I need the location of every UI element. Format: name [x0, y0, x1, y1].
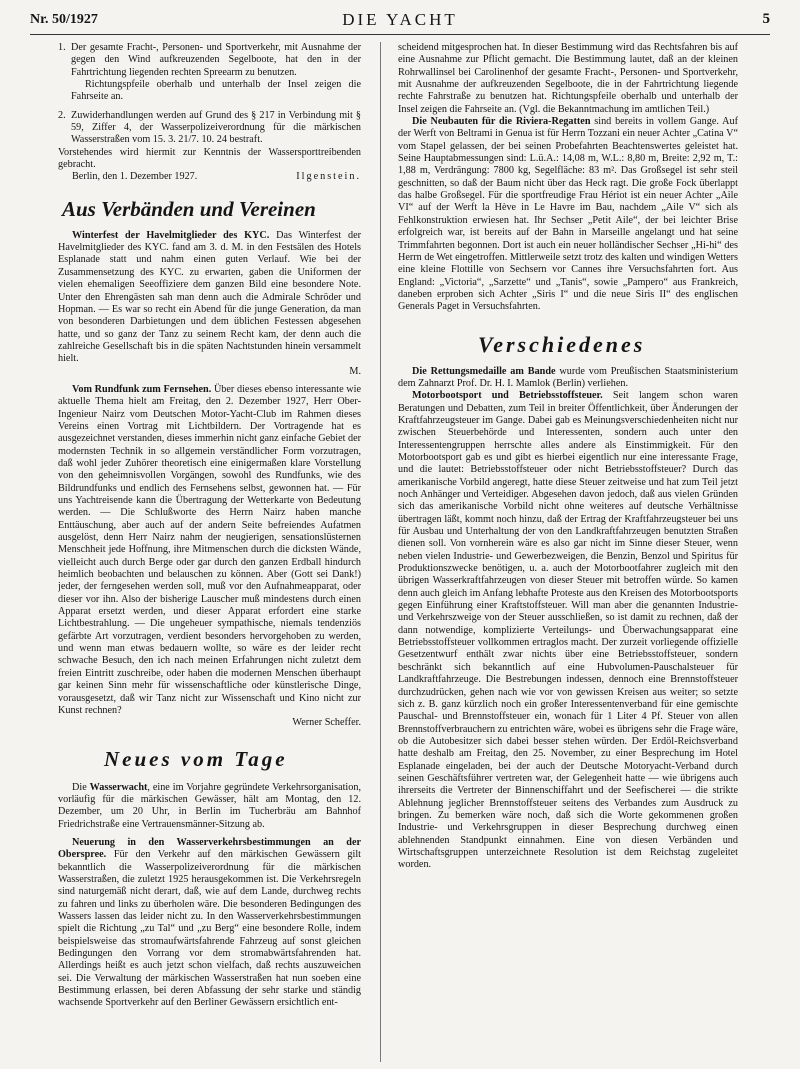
magazine-title: DIE YACHT [342, 10, 458, 29]
signer-name: Ilgenstein. [296, 171, 361, 183]
header-rule [30, 34, 770, 35]
article-rundfunk [58, 384, 361, 717]
list-subtext: Richtungspfeile oberhalb und unterhalb der Insel zeigen die Fahrseite an. [71, 79, 361, 103]
section-heading-verbaende: Aus Verbänden und Vereinen [62, 196, 316, 221]
article-lead: Die Neubauten für die Riviera-Regatten [412, 116, 591, 128]
list-text: Der gesamte Fracht-, Personen- und Sportverkehr, mit Ausnahme der gegen den Wind aufkreuzenden Segelboote, hat den in der Fahrtrichtung liegenden rechten Spreearm zu benutzen. [71, 42, 361, 78]
article-lead: Motorbootsport und Betriebsstoffsteuer. [412, 390, 603, 402]
page-header [30, 8, 770, 32]
article-continuation: scheidend mitgesprochen hat. In dieser Bestimmung wird das Rechtsfahren bis auf eine Ausnahme zur Pflicht gemacht. Die Bestimmung lautet, daß an der kleinen Rohrwallinsel bei Carolinenhof der gesamte Fracht-, Personen- und Sportverkehr, mit Ausnahme der aufkreuzenden Segelboote, die in der Fahrtrichtung liegende rechte Fahrstraße zu benutzen hat. Richtungspfeile oberhalb und unterhalb der Insel zeigen die Fahrseite an. (Vgl. die Bekanntmachung im amtlichen Teil.) [398, 42, 738, 115]
article-body: sind bereits in vollem Gange. Auf der Werft von Beltrami in Genua ist für Herrn Tozzani ein neuer Achter „Catina V“ vom Stapel gelassen, der bei seinen Probefahrten Beachtenswertes geleistet hat. Seine Hauptabmessungen sind: L.ü.A.: 14,08 m, W.L.: 8,80 m, Breite: 2,92 m, T.: 1,88 m, Verdrängung: 7800 kg, Segelfläche: 83 m². Das Großsegel ist sehr steil geschnitten, so daß der Baum nicht über das Heck ragt. Die große Fock überlappt das halbe Großsegel. Für die sportfreudige Frau Hériot ist ein neuer Achter „Aile VI“ auf der Werft la Hève in Le Havre im Bau, nachdem „Aile V“ sich als Fehlkonstruktion erwiesen hat. Ihr Sechser „Petit Aile“, der bei leichter Brise erfolgreich war, ist bereits auf der Bahn in Marseille angelangt und hat seine Trimmfahrten begonnen. Dort ist auch ein neuer holländischer Sechser „Hi-hi“ des Herrn de Wet eingetroffen. Mittlerweile setzt trotz des kalten und windigen Wetters eine kleine Flottille von Sechsern vor Cannes ihre Versuchsfahrten fort. Aus England: „Victoria“, „Sarzette“ und „Tanis“, sowie „Pampero“ aus Frankreich, daneben erproben sich Achter „Siris I“ und die neue Siris II“ des englischen Generals Paget in Versuchsfahrten. [398, 116, 738, 313]
list-number: 2. [58, 109, 66, 121]
list-item [58, 42, 361, 104]
left-column [58, 42, 361, 1062]
article-signature: M. [349, 365, 361, 377]
article-body: Das Winterfest der Havelmitglieder des KYC. fand am 3. d. M. in den Festsälen des Hotels Esplanade statt und nahm einen guten Verlauf. Wie bei der Zusammensetzung des KYC. zu erwarten, gaben die Uniformen der vielen ehemaligen Seeoffiziere dem ganzen Bild eine besondere Note. Unter den Ehrengästen sah man denn auch die Admirale Schröder und Hopman. — Es war so recht ein Abend für die junge Generation, da man von besonderen Darbietungen und dem üblichen Festessen abgesehen hatte, und so ganz der Tanz zu seinem Recht kam, der denn auch die zahlreiche Gesellschaft bis in die späten Nachtstunden hinein versammelt hielt. [58, 229, 361, 365]
article-medaille [398, 366, 738, 391]
place-date: Berlin, den 1. Dezember 1927. [72, 171, 198, 183]
page-number: 5 [762, 11, 770, 27]
issue-number: Nr. 50/1927 [30, 12, 98, 27]
article-body: wurde vom Preußischen Staatsministerium dem Zahnarzt Prof. Dr. H. I. Mamlok (Berlin) verliehen. [398, 365, 738, 389]
article-prefix: Die [72, 781, 87, 793]
signature-line [58, 171, 361, 183]
article-signature: Werner Scheffer. [292, 717, 361, 729]
list-item [58, 110, 361, 147]
article-body: Für den Verkehr auf den märkischen Gewässern gilt bekanntlich die Wasserpolizeiverordnung für die märkischen Wasserstraßen, die zuletzt 1925 herausgekommen ist. Die Verkehrsregeln sind naturgemäß nicht derart, daß, wie auf dem Lande, durchweg rechts zu fahren und links zu überholen wäre. Die besonderen Bedingungen des Wassers lassen das leider nicht zu. In den Wasserverkehrsbestimmungen spielt die Richtung „zu Tal“ und „zu Berg“ eine besondere Rolle, indem beispielsweise das stromaufwärtsfahrende Fahrzeug auf sonst gleichen Bedingungen den Vorrang vor dem stromabwärtsfahrenden hat. Allerdings heißt es auch jetzt schon vielfach, daß rechts auszuweichen sei. Die Verwaltung der märkischen Wasserstraßen hat nun soeben eine Bestimmung erlassen, bei deren Abfassung der sehr starke und ständig wachsende Sportverkehr auf den Berliner Gewässern ersichtlich ent- [58, 849, 361, 1009]
article-winterfest [58, 230, 361, 366]
article-lead: Wasserwacht [89, 781, 148, 793]
article-body: Seit langem schon waren Beratungen und Debatten, zum Teil in breiter Öffentlichkeit, über Änderungen der Kraftfahrzeugsteuer im Gange. Dabei gab es Meinungsverschiedenheiten nicht nur zwischen Steuerbehörde und Interessenten, sondern auch unter den Interessentengruppen herrschte alles andere als Einstimmigkeit. Für den Motorbootsport gab es und gibt es hierbei eigentlich nur eine interessante Frage, und die lautet: Betriebsstoffsteuer oder nicht Betriebsstoffsteuer? Durch das amerikanische Vorbild angeregt, hatte diese Steuer zeitweise und hat zum Teil jetzt noch Anhänger und Verteidiger. Abgesehen davon jedoch, daß aus vielen Gründen sich das amerikanische Vorbild nicht ohne weiteres auf deutsche Verhältnisse übertragen läßt, kommt noch hinzu, daß der Ertrag der Kraftfahrzeugsteuer bei uns für Ausbau und Unterhaltung der von den Landkraftfahrzeugen benutzten Straßen dienen soll. Von vornherein wäre es also gar nicht im Sinne dieser Steuer, wenn neben vielen Industrie- und Gewerbezweigen, die Benzin, Benzol und Spiritus für Produktionszwecke benötigen, u. a. auch der Motorbootfahrer zugleich mit den übrigen Wasserkraftfahrzeugen von dieser Steuer mit betroffen würde. So kamen denn auch gleich im Anfang lebhafte Proteste aus den Kreisen des Motorbootsports gegen Einführung einer Kraftstoffsteuer. Will man aber die genannten Industrie- und Verkehrszweige von der Steuer ausschließen, so ist damit zu rechnen, daß der dann notwendige, komplizierte Verteilungs- und Überwachungsapparat eine Betriebsstoffsteuer vollkommen ertraglos macht. Der zurzeit vorliegende offizielle Gesetzentwurf enthält zwar nichts über eine Betriebsstoffsteuer, sondern beschränkt sich bekanntlich auf eine Hubvolumen-Pauschalsteuer für Landkraftfahrzeuge. Die Bestrebungen indessen, dennoch eine Brennstoffsteuer durchzudrücken, gehen nach wie vor von gewissen Kreisen aus weiter; so setzte sich z. B. ganz kürzlich noch ein großer Interessentenverband für eine gemischte Pauschal- und Brennstoffsteuer ein, wonach für 1 Liter 4 Pf. Steuer von allen Brennstoffverbrauchern zu entrichten wäre, wobei es übrigens sehr die Frage wäre, ob die Autobesitzer sich dabei besser stehen würden. Der Erdöl-Reichsverband hatte deshalb am Freitag, den 25. November, zu einer Besprechung im Hotel Esplanade eingeladen, bei der auch der Deutsche Motoryacht-Verband durch seinen Geschäftsführer vertreten war, der Gelegenheit hatte — wie übrigens auch ihrerseits die Vertreter der Binnenschiffahrt und der Seefischerei — die strikte Ablehnung jeglicher Brennstoffsteuer seitens des Verbandes zum Ausdruck zu bringen. Zu bemerken wäre noch, daß sich die Worte gekommenen großen Industrie- und Verkehrsgruppen in dieser Besprechung durchweg einen ablehnenden Standpunkt einnahmen. Eine von diesen Verbänden und Wirtschaftsgruppen unterzeichnete Resolution ist dem Reichstag zugeleitet worden. [398, 390, 738, 871]
list-number: 1. [58, 42, 66, 53]
notice-text: Vorstehendes wird hiermit zur Kenntnis der Wassersporttreibenden gebracht. [58, 146, 361, 171]
article-body: , eine im Vorjahre gegründete Verkehrsorganisation, vorläufig für die märkischen Gewässer, hält am Montag, den 12. Dezember, um 20 Uhr, in Berlin im Tucherbräu am Bahnhof Friedrichstraße eine Vertrauensmänner-Sitzung ab. [58, 781, 361, 830]
column-rule [380, 42, 381, 1062]
section-heading-neues: Neues vom Tage [104, 746, 288, 771]
article-lead: Winterfest der Havelmitglieder des KYC. [72, 229, 270, 241]
article-riviera [398, 116, 738, 314]
section-heading-verschiedenes: Verschiedenes [478, 331, 646, 357]
article-body: Über dieses ebenso interessante wie aktuelle Thema hielt am Freitag, den 2. Dezember 1927, Herr Ober-Ingenieur Nairz vom Deutschen Motor-Yacht-Club im Rahmen dieses Vereins einen Vortrag mit Lichtbildern. Der Vortragende hat es ausgezeichnet verstanden, dieses immerhin nicht ganz einfache Gebiet der modernsten Technik in so allgemein verständlicher Form vorzutragen, daß wohl jeder Zuhörer theoretisch eine einigermaßen klare Vorstellung von den geheimnisvollen Vorgängen, sowohl des Rundfunks, wie des Bildrundfunks und endlich des Fernsehens selbst, gewonnen hat. — Für uns Yachtreisende kann die Übertragung der Wetterkarte von Bedeutung werden. — Die Schlußworte des Herrn Nairz haben manche Enttäuschung, aber auch auf der andern Seite befreiendes Aufatmen ausgelöst, denn Herr Nairz nahm der neugierigen, sensationslüsternen Menschheit jede Hoffnung, ihre Mitmenschen durch die dicksten Wände, vielleicht auch durch Berge oder gar durch den ganzen Erdball hindurch heimlich beobachten und belauschen zu können. Aber (Gott sei Dank!) jeder, der ferngesehen werden soll, muß vor den Aufnahmeapparat, oder dieser vor ihn. Also der bisherige Lauscher muß mindestens durch einen Apparat ersetzt werden, und dieser Apparat erfordert eine starke Lichtbestrahlung. — Die ungeheuer sympathische, niemals tendenziös gefärbte Art vorzutragen, verdient besonders hervorgehoben zu werden, und wenn man etwas bedauern wollte, so wäre es der leider recht schwache Besuch, den ich nach meinen Erfahrungen nicht zuletzt dem freien Eintritt zuschreibe, oder haben die modernen Menschen überhaupt gar keinen Sinn mehr für wissenschaftliche oder künstlerische Dinge, vorausgesetzt, daß wir Tanz nicht zur Wissenschaft und Kino nicht zur Kunst rechnen? [58, 383, 361, 716]
article-neuerung [58, 837, 361, 1010]
article-steuer [398, 390, 738, 871]
article-lead: Die Rettungsmedaille am Bande [412, 365, 556, 377]
article-wasserwacht [58, 782, 361, 831]
article-lead: Neuerung in den Wasserverkehrsbestimmungen an der Oberspree. [58, 836, 361, 861]
list-text: Zuwiderhandlungen werden auf Grund des § 217 in Verbindung mit § 59, Ziffer 4, der Wasserpolizeiverordnung für die märkischen Wasserstraßen vom 15. 3. 21/7. 10. 24 bestraft. [71, 109, 361, 146]
article-lead: Vom Rundfunk zum Fernsehen. [72, 383, 212, 395]
right-column [398, 42, 738, 1062]
